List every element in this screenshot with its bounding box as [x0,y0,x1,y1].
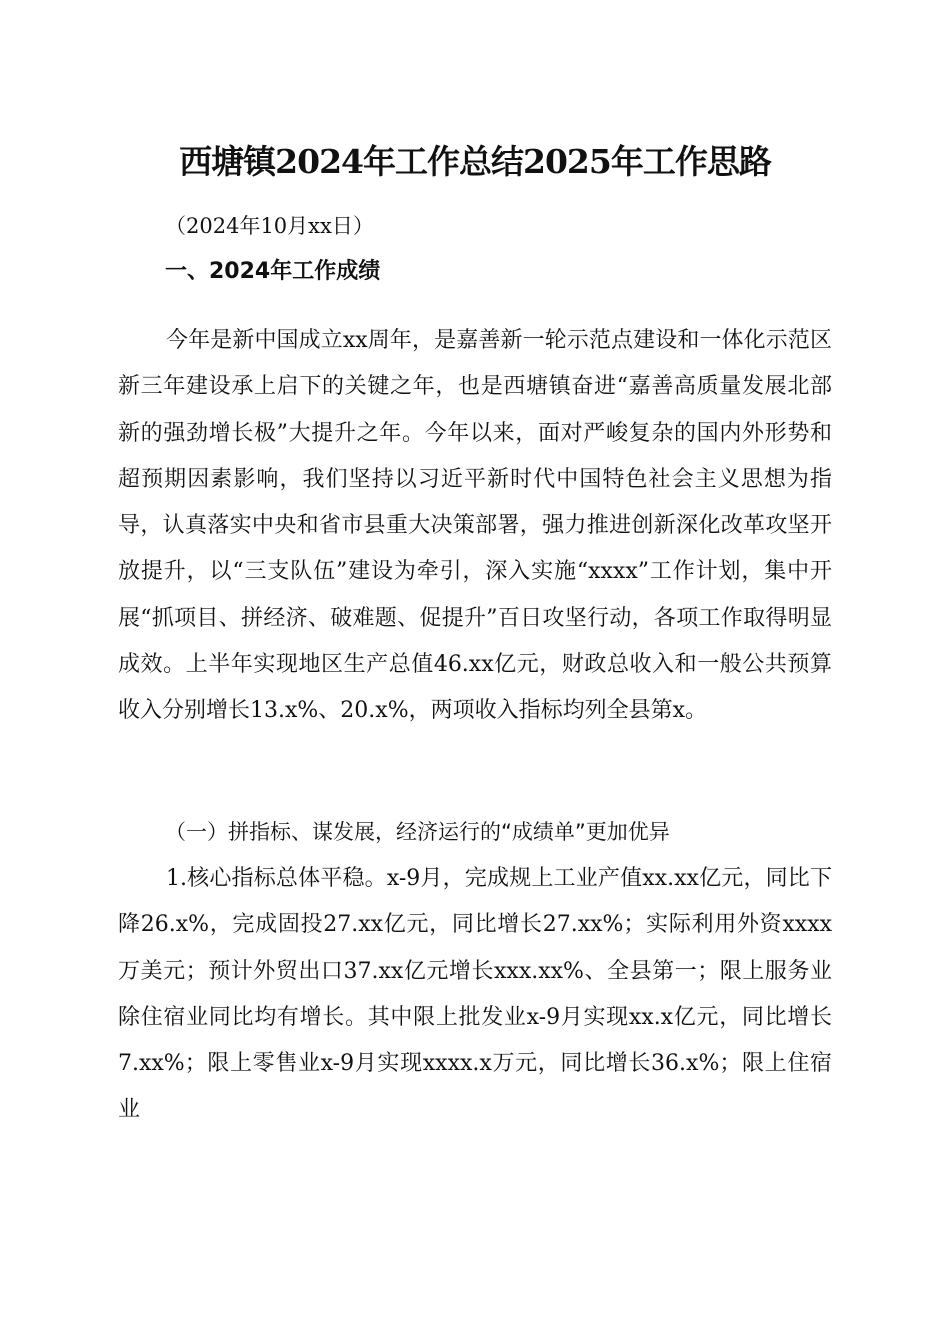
body-paragraph: 1.核心指标总体平稳。x-9月，完成规上工业产值xx.xx亿元，同比下降26.x%，完成固投27.xx亿元，同比增长27.xx%；实际利用外资xxxx万美元；预计外贸出口37.xx亿元增长xxx.xx%、全县第一；限上服务业除住宿业同比均有增长。其中限上批发业x-9月实现xx.x亿元，同比增长7.xx%；限上零售业x-9月实现xxxx.x万元，同比增长36.x%；限上住宿业 [118,866,832,1123]
document-title: 西塘镇2024年工作总结2025年工作思路 [179,142,771,181]
section-heading: 一、2024年工作成绩 [165,259,381,284]
document-date: （2024年10月xx日） [165,214,374,238]
subsection-heading: （一）拼指标、谋发展，经济运行的“成绩单”更加优异 [165,820,670,844]
body-paragraph: 今年是新中国成立xx周年，是嘉善新一轮示范点建设和一体化示范区新三年建设承上启下的关键之年，也是西塘镇奋进“嘉善高质量发展北部新的强劲增长极”大提升之年。今年以来，面对严峻复杂的国内外形势和超预期因素影响，我们坚持以习近平新时代中国特色社会主义思想为指导，认真落实中央和省市县重大决策部署，强力推进创新深化改革攻坚开放提升，以“三支队伍”建设为牵引，深入实施“xxxx”工作计划，集中开展“抓项目、拼经济、破难题、促提升”百日攻坚行动，各项工作取得明显成效。上半年实现地区生产总值46.xx亿元，财政总收入和一般公共预算收入分别增长13.x%、20.x%，两项收入指标均列全县第x。 [118,328,832,724]
